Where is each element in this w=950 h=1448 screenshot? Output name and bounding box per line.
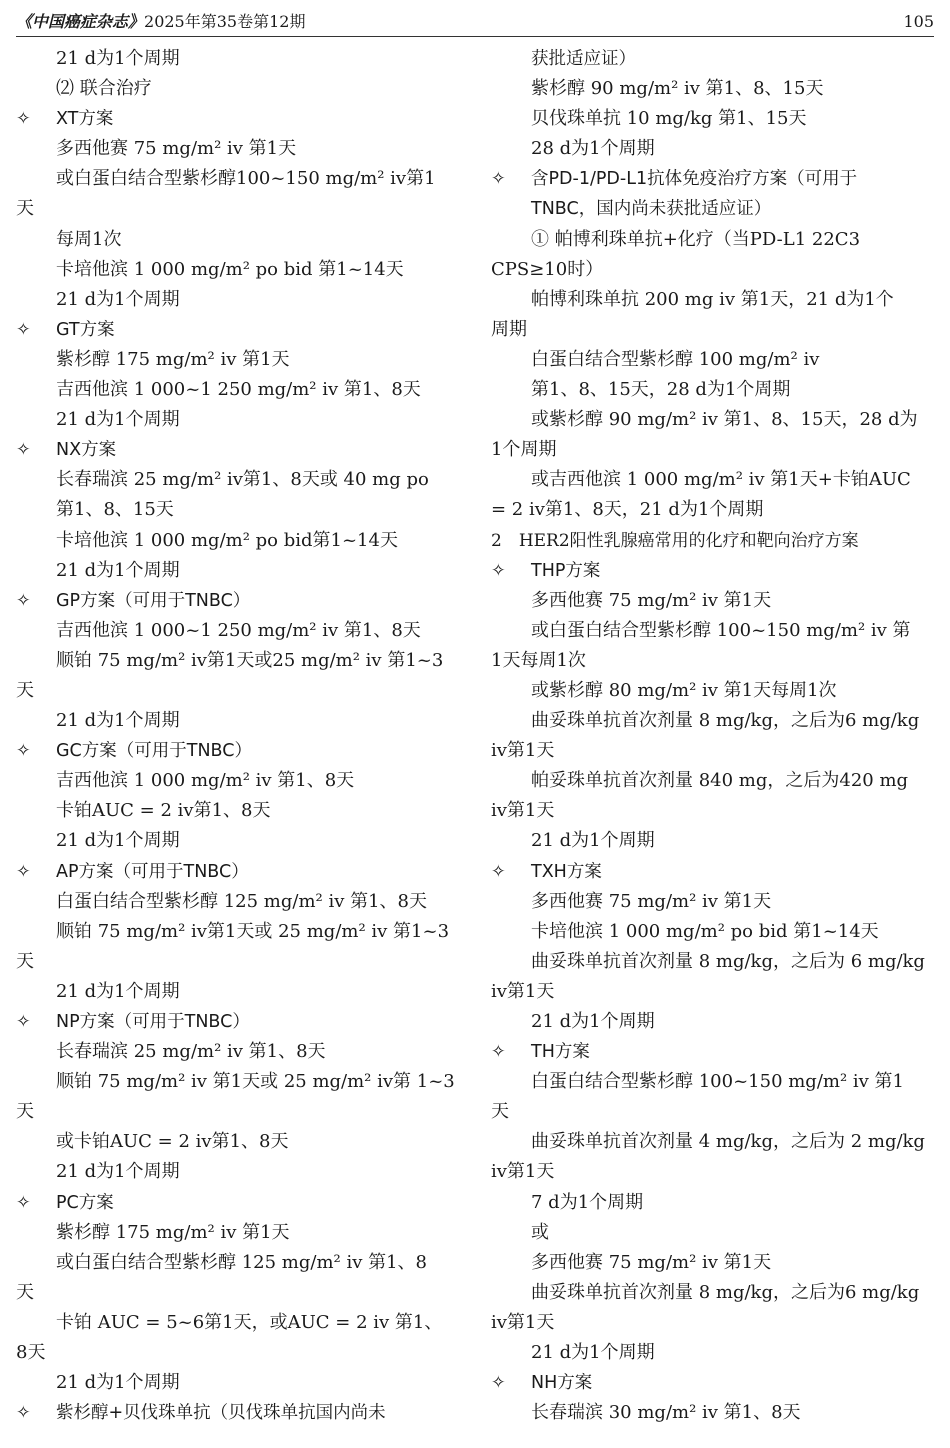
diamond-bullet-icon: ✧: [16, 590, 31, 611]
regimen-heading-text: AP方案（可用于TNBC）: [56, 861, 249, 882]
regimen-heading-continuation: TNBC，国内尚未获批适应证）: [531, 199, 772, 220]
regimen-heading-text: XT方案: [56, 109, 114, 130]
diamond-bullet-icon: ✧: [16, 440, 31, 461]
text-line: 卡培他滨 1 000 mg/m² po bid 第1~14天: [56, 258, 404, 280]
text-line: ⑵ 联合治疗: [56, 78, 152, 100]
text-line: iv第1天: [491, 980, 555, 1002]
text-line: 天: [491, 1101, 509, 1123]
diamond-bullet-icon: ✧: [16, 741, 31, 762]
text-line: iv第1天: [491, 1161, 555, 1183]
regimen-heading: [16, 736, 452, 766]
text-line: iv第1天: [491, 1311, 555, 1333]
regimen-heading: [16, 435, 452, 465]
text-line: ① 帕博利珠单抗+化疗（当PD-L1 22C3: [531, 228, 861, 250]
text-line: 或紫杉醇 90 mg/m² iv 第1、8、15天，28 d为: [531, 409, 918, 431]
text-line: 每周1次: [56, 228, 122, 250]
diamond-bullet-icon: ✧: [16, 861, 31, 882]
text-line: 卡培他滨 1 000 mg/m² po bid 第1~14天: [531, 920, 879, 942]
text-line: 白蛋白结合型紫杉醇 100~150 mg/m² iv 第1: [531, 1071, 904, 1093]
text-line: 曲妥珠单抗首次剂量 8 mg/kg，之后为6 mg/kg: [531, 1281, 920, 1303]
text-line: 7 d为1个周期: [531, 1191, 644, 1213]
text-line: 天: [16, 1281, 34, 1303]
regimen-heading-text: 紫杉醇+贝伐珠单抗（贝伐珠单抗国内尚未: [56, 1403, 386, 1424]
text-line: 或卡铂AUC = 2 iv第1、8天: [56, 1131, 289, 1153]
text-line: 21 d为1个周期: [56, 980, 180, 1002]
text-line: 帕妥珠单抗首次剂量 840 mg，之后为420 mg: [531, 770, 909, 792]
text-line: 21 d为1个周期: [531, 830, 655, 852]
text-line: 或白蛋白结合型紫杉醇100~150 mg/m² iv第1: [56, 168, 436, 190]
text-line: 吉西他滨 1 000 mg/m² iv 第1、8天: [56, 770, 355, 792]
text-line: 长春瑞滨 25 mg/m² iv 第1、8天: [56, 1041, 326, 1063]
text-line: 1个周期: [491, 439, 557, 461]
text-line: 卡铂AUC = 2 iv第1、8天: [56, 800, 271, 822]
text-line: 8天: [16, 1342, 46, 1364]
text-line: 紫杉醇 175 mg/m² iv 第1天: [56, 1221, 290, 1243]
text-line: 或紫杉醇 80 mg/m² iv 第1天每周1次: [531, 679, 837, 701]
text-line: 21 d为1个周期: [56, 409, 180, 431]
text-line: 紫杉醇 175 mg/m² iv 第1天: [56, 348, 290, 370]
text-line: CPS≥10时）: [491, 258, 604, 280]
text-line: 或吉西他滨 1 000 mg/m² iv 第1天+卡铂AUC: [531, 469, 911, 491]
text-line: 21 d为1个周期: [56, 1161, 180, 1183]
text-line: 21 d为1个周期: [56, 288, 180, 310]
text-line: 21 d为1个周期: [56, 48, 180, 69]
text-line: 卡铂 AUC = 5~6第1天，或AUC = 2 iv 第1、: [56, 1311, 443, 1333]
text-line: 天: [16, 1101, 34, 1123]
text-line: 顺铂 75 mg/m² iv 第1天或 25 mg/m² iv第 1~3: [56, 1071, 455, 1093]
regimen-heading-continuation: 获批适应证）: [531, 49, 636, 69]
text-line: 天: [16, 198, 34, 220]
regimen-heading: [491, 1368, 927, 1398]
diamond-bullet-icon: ✧: [16, 319, 31, 340]
regimen-heading: [16, 586, 452, 616]
text-line: 天: [16, 679, 34, 701]
text-line: 吉西他滨 1 000~1 250 mg/m² iv 第1、8天: [56, 379, 421, 401]
regimen-heading: [491, 857, 927, 887]
regimen-heading-text: PC方案: [56, 1192, 114, 1213]
regimen-heading: [491, 1037, 927, 1067]
text-line: = 2 iv第1、8天，21 d为1个周期: [491, 499, 764, 521]
text-line: 28 d为1个周期: [531, 138, 655, 160]
regimen-heading-text: TH方案: [531, 1042, 590, 1063]
regimen-heading: [16, 1398, 452, 1428]
text-line: 紫杉醇 90 mg/m² iv 第1、8、15天: [531, 78, 824, 100]
diamond-bullet-icon: ✧: [491, 1373, 506, 1394]
text-line: 帕博利珠单抗 200 mg iv 第1天，21 d为1个: [531, 288, 894, 310]
diamond-bullet-icon: ✧: [491, 1042, 506, 1063]
text-line: 第1、8、15天: [56, 499, 174, 521]
journal-title: 《中国癌症杂志》: [16, 12, 145, 31]
text-line: 1天每周1次: [491, 649, 586, 671]
text-line: 21 d为1个周期: [531, 1011, 655, 1032]
text-line: 顺铂 75 mg/m² iv第1天或25 mg/m² iv 第1~3: [56, 649, 444, 671]
text-line: 白蛋白结合型紫杉醇 125 mg/m² iv 第1、8天: [56, 890, 428, 912]
section-heading: 2 HER2阳性乳腺癌常用的化疗和靶向治疗方案: [491, 530, 859, 551]
text-line: 曲妥珠单抗首次剂量 4 mg/kg，之后为 2 mg/kg: [531, 1131, 925, 1153]
text-line: 21 d为1个周期: [531, 1342, 655, 1364]
text-line: 吉西他滨 1 000~1 250 mg/m² iv 第1、8天: [56, 619, 421, 641]
regimen-heading: [16, 315, 452, 345]
text-line: 多西他赛 75 mg/m² iv 第1天: [531, 890, 772, 912]
text-line: 长春瑞滨 30 mg/m² iv 第1、8天: [531, 1402, 801, 1424]
page-header: [16, 12, 934, 37]
text-line: 天: [16, 950, 34, 972]
diamond-bullet-icon: ✧: [16, 1192, 31, 1213]
text-line: 多西他赛 75 mg/m² iv 第1天: [531, 589, 772, 611]
diamond-bullet-icon: ✧: [491, 560, 506, 581]
text-line: 或白蛋白结合型紫杉醇 100~150 mg/m² iv 第: [531, 619, 911, 641]
regimen-heading-text: NP方案（可用于TNBC）: [56, 1012, 250, 1032]
text-line: 周期: [491, 318, 527, 340]
regimen-heading: [16, 857, 452, 887]
text-line: 贝伐珠单抗 10 mg/kg 第1、15天: [531, 108, 807, 130]
regimen-heading: [16, 104, 452, 134]
regimen-heading-text: GT方案: [56, 319, 115, 340]
text-line: 曲妥珠单抗首次剂量 8 mg/kg，之后为 6 mg/kg: [531, 950, 925, 972]
diamond-bullet-icon: ✧: [16, 1012, 31, 1032]
diamond-bullet-icon: ✧: [16, 109, 31, 130]
regimen-heading-text: 含PD-1/PD-L1抗体免疫治疗方案（可用于: [531, 169, 858, 190]
text-line: 21 d为1个周期: [56, 559, 180, 581]
regimen-heading: [491, 556, 927, 586]
regimen-heading-text: TXH方案: [531, 861, 602, 882]
diamond-bullet-icon: ✧: [16, 1403, 31, 1424]
diamond-bullet-icon: ✧: [491, 861, 506, 882]
regimen-heading: [16, 1188, 452, 1218]
text-line: 21 d为1个周期: [56, 830, 180, 852]
text-line: 白蛋白结合型紫杉醇 100 mg/m² iv: [531, 348, 820, 370]
text-line: iv第1天: [491, 800, 555, 822]
regimen-heading-text: NX方案: [56, 440, 117, 461]
regimen-heading-text: GC方案（可用于TNBC）: [56, 741, 252, 762]
text-line: 多西他赛 75 mg/m² iv 第1天: [531, 1251, 772, 1273]
text-line: iv第1天: [491, 740, 555, 762]
header-citation: [16, 12, 305, 32]
issue-info: 2025年第35卷第12期: [144, 12, 306, 31]
text-line: 21 d为1个周期: [56, 1372, 180, 1394]
text-line: 或白蛋白结合型紫杉醇 125 mg/m² iv 第1、8: [56, 1251, 428, 1273]
text-line: 长春瑞滨 25 mg/m² iv第1、8天或 40 mg po: [56, 469, 429, 491]
text-line: 或: [531, 1221, 549, 1243]
text-line: 多西他赛 75 mg/m² iv 第1天: [56, 138, 297, 160]
page-number: 105: [903, 12, 934, 31]
regimen-heading: [491, 164, 927, 194]
regimen-heading: [16, 1007, 452, 1037]
text-line: 顺铂 75 mg/m² iv第1天或 25 mg/m² iv 第1~3: [56, 920, 450, 942]
diamond-bullet-icon: ✧: [491, 169, 506, 190]
right-column: [491, 44, 927, 1428]
text-line: 第1、8、15天，28 d为1个周期: [531, 379, 791, 401]
left-column: [16, 44, 455, 1428]
regimen-heading-text: THP方案: [531, 560, 601, 581]
text-line: 卡培他滨 1 000 mg/m² po bid第1~14天: [56, 529, 398, 551]
text-line: 曲妥珠单抗首次剂量 8 mg/kg，之后为6 mg/kg: [531, 710, 920, 732]
regimen-heading-text: GP方案（可用于TNBC）: [56, 590, 251, 611]
regimen-heading-text: NH方案: [531, 1373, 593, 1394]
text-line: 21 d为1个周期: [56, 710, 180, 732]
